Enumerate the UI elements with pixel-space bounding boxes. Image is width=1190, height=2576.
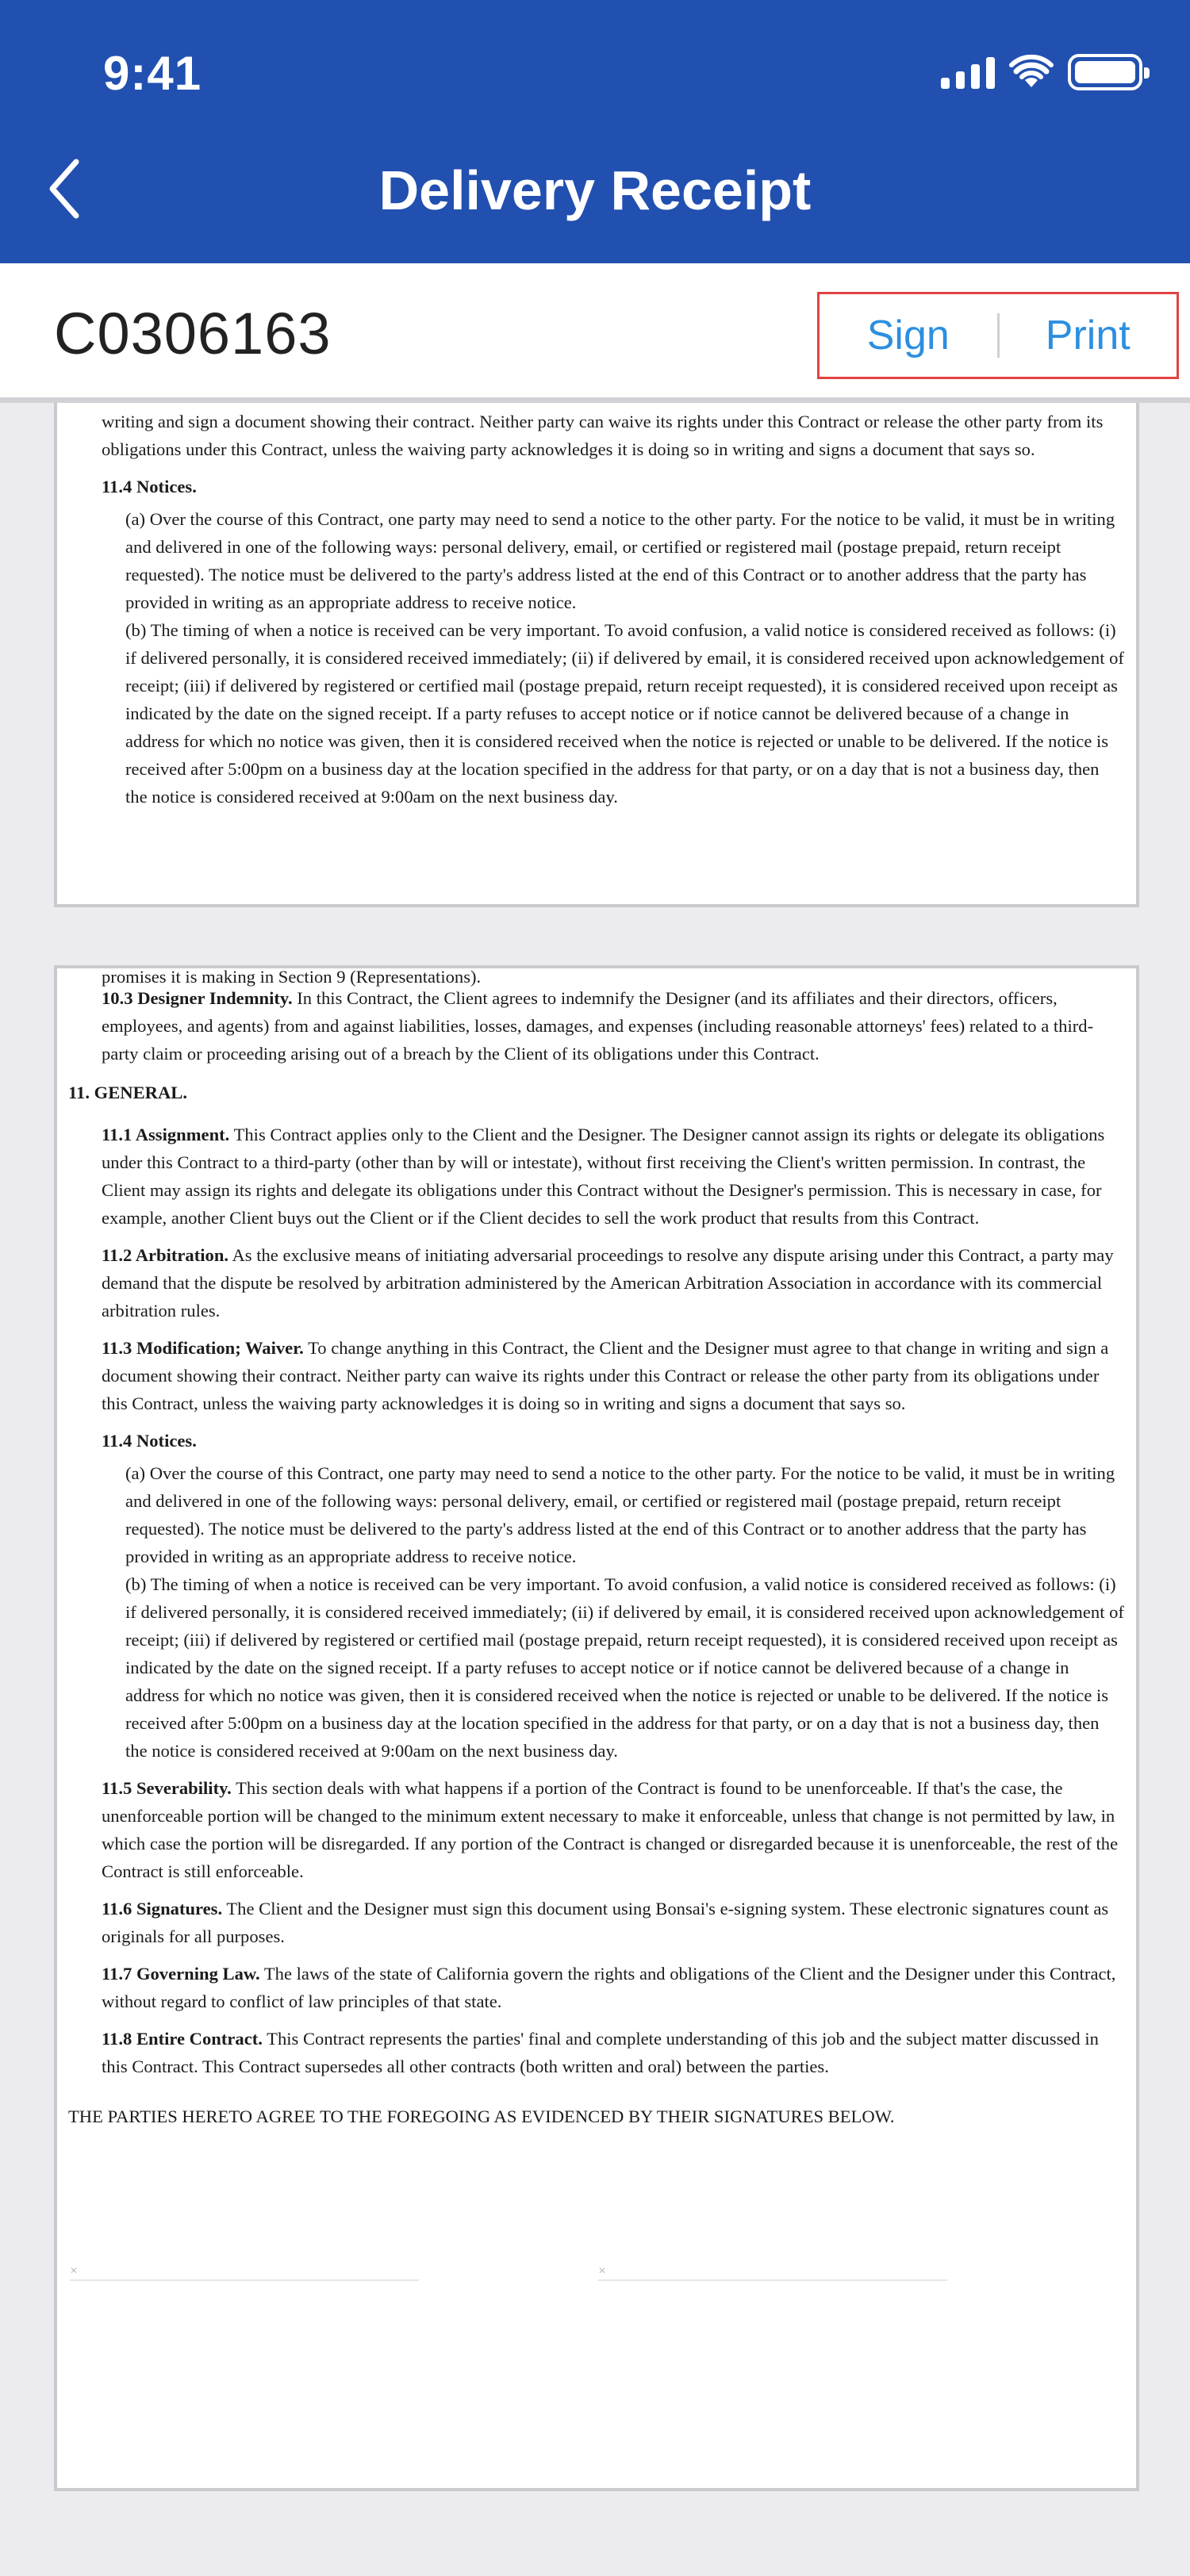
notices-heading-2: 11.4 Notices. (102, 1431, 197, 1451)
governing-law-text: The laws of the state of California govern the rights and obligations of the Client and the Designer under this Contract, without regard to conflict of law principles of that state. (102, 1964, 1116, 2011)
action-buttons-group (817, 292, 1179, 379)
notices-a-text-2: (a) Over the course of this Contract, one party may need to send a notice to the other party. For the notice to be valid, it must be in writing and delivered in one of the following ways: personal delivery, email, or certified or registered mail (postage prepaid, return receipt requested). The notice must be delivered to the party's address listed at the end of this Contract or to another address that the party has provided in writing as an appropriate address to receive notice. (125, 1463, 1115, 1566)
signature-mark-client: ✕ (70, 2265, 79, 2276)
notices-b-text-2: (b) The timing of when a notice is received can be very important. To avoid confusion, a valid notice is considered received as follows: (i) if delivered personally, it is considered received immediately; (ii) if delivered by email, it is considered received upon acknowledgement of receipt; (iii) if delivered by registered or certified mail (postage prepaid, return receipt requested), it is considered received upon receipt as indicated by the date on the signed receipt. If a party refuses to accept notice or if notice cannot be delivered because of a change in address for which no notice was given, then it is considered received when the notice is rejected or unable to be delivered. If the notice is received after 5:00pm on a business day at the location specified in the address for that party, or on a day that is not a business day, then the notice is considered received at 9:00am on the next business day. (125, 1574, 1124, 1761)
signature-line-designer[interactable] (598, 2279, 947, 2281)
arbitration-text: As the exclusive means of initiating adversarial proceedings to resolve any dispute arising under this Contract, a party may demand that the dispute be resolved by arbitration administered by the American Arbitration Association in accordance with its commercial arbitration rules. (102, 1245, 1114, 1321)
severability-text: This section deals with what happens if a portion of the Contract is found to be unenforceable. If that's the case, the unenforceable portion will be changed to the minimum extent necessary to make it enforceable, unless that change is not permitted by law, in which case the portion will be disregarded. If any portion of the Contract is changed or disregarded because it is unenforceable, the rest of the Contract is still enforceable. (102, 1778, 1119, 1881)
arbitration-title: 11.2 Arbitration. (102, 1245, 229, 1265)
designer-indemnity-title: 10.3 Designer Indemnity. (102, 988, 293, 1008)
designer-indemnity-text: In this Contract, the Client agrees to indemnify the Designer (and its affiliates and their directors, officers, employees, and agents) from and against liabilities, losses, damages, and expenses (including reasonable attorneys' fees) related to a third-party claim or proceeding arising out of a breach by the Client of its obligations under this Contract. (102, 988, 1094, 1064)
battery-icon (1068, 54, 1142, 90)
clipped-line (57, 967, 1136, 987)
signature-line-client[interactable] (70, 2279, 419, 2281)
action-bar (0, 263, 1190, 403)
entire-contract-paragraph (57, 2025, 1136, 2080)
entire-contract-text: This Contract represents the parties' final and complete understanding of this job and the subject matter discussed in this Contract. This Contract supersedes all other contracts (both written and oral) between the parties. (102, 2029, 1099, 2076)
notices-a-text: (a) Over the course of this Contract, one party may need to send a notice to the other party. For the notice to be valid, it must be in writing and delivered in one of the following ways: personal delivery, email, or certified or registered mail (postage prepaid, return receipt requested). The notice must be delivered to the party's address listed at the end of this Contract or to another address that the party has provided in writing as an appropriate address to receive notice. (125, 509, 1115, 612)
document-page-1[interactable] (54, 403, 1139, 907)
notices-b-text: (b) The timing of when a notice is received can be very important. To avoid confusion, a valid notice is considered received as follows: (i) if delivered personally, it is considered received immediately; (ii) if delivered by email, it is considered received upon acknowledgement of receipt; (iii) if delivered by registered or certified mail (postage prepaid, return receipt requested), it is considered received upon receipt as indicated by the date on the signed receipt. If a party refuses to accept notice or if notice cannot be delivered because of a change in address for which no notice was given, then it is considered received when the notice is rejected or unable to be delivered. If the notice is received after 5:00pm on a business day at the location specified in the address for that party, or on a day that is not a business day, then the notice is considered received at 9:00am on the next business day. (125, 620, 1124, 807)
sign-button[interactable]: Sign (866, 312, 950, 358)
status-icons (941, 52, 1142, 92)
modification-text: To change anything in this Contract, the Client and the Designer must agree to that change in writing and sign a document showing their contract. Neither party can waive its rights under this Contract or release the other party from its obligations under this Contract, unless the waiving party acknowledges it is doing so in writing and signs a document that says so. (102, 1338, 1109, 1413)
modification-paragraph (57, 1334, 1136, 1417)
app-header (0, 0, 1190, 263)
severability-title: 11.5 Severability. (102, 1778, 232, 1798)
parties-statement: THE PARTIES HERETO AGREE TO THE FOREGOING AS EVIDENCED BY THEIR SIGNATURES BELOW. (68, 2106, 895, 2126)
assignment-title: 11.1 Assignment. (102, 1125, 230, 1144)
general-heading: 11. GENERAL. (68, 1083, 188, 1102)
notices-heading: 11.4 Notices. (102, 477, 197, 496)
signatures-text: The Client and the Designer must sign this document using Bonsai's e-signing system. These electronic signatures count as originals for all purposes. (102, 1899, 1109, 1946)
document-id: C0306163 (54, 301, 332, 366)
severability-paragraph (57, 1774, 1136, 1885)
designer-indemnity-paragraph (57, 984, 1136, 1068)
cellular-signal-icon (941, 56, 995, 89)
assignment-text: This Contract applies only to the Client and the Designer. The Designer cannot assign its rights or delegate its obligations under this Contract to a third-party (other than by will or intestate), without first receiving the Client's written permission. In contrast, the Client may assign its rights and delegate its obligations under this Contract without the Designer's permission. This is necessary in case, for example, another Client buys out the Client or if the Client decides to sell the work product that results from this Contract. (102, 1125, 1105, 1228)
wifi-icon (1009, 56, 1054, 89)
signatures-paragraph (57, 1895, 1136, 1950)
governing-law-title: 11.7 Governing Law. (102, 1964, 260, 1984)
signature-mark-designer: ✕ (598, 2265, 607, 2276)
entire-contract-title: 11.8 Entire Contract. (102, 2029, 263, 2049)
page-title: Delivery Receipt (378, 159, 812, 221)
governing-law-paragraph (57, 1960, 1136, 2015)
signatures-title: 11.6 Signatures. (102, 1899, 223, 1919)
signature-area (57, 2130, 1136, 2336)
arbitration-paragraph (57, 1241, 1136, 1324)
print-button[interactable]: Print (1045, 312, 1130, 358)
status-time: 9:41 (103, 47, 202, 100)
document-page-2[interactable] (54, 965, 1139, 2491)
assignment-paragraph (57, 1121, 1136, 1232)
modification-title: 11.3 Modification; Waiver. (102, 1338, 304, 1358)
clipped-line-text: promises it is making in Section 9 (Representations). (102, 967, 482, 987)
modification-tail-text: writing and sign a document showing their contract. Neither party can waive its rights under this Contract or release the other party from its obligations under this Contract, unless the waiving party acknowledges it is doing so in writing and signs a document that says so. (102, 412, 1104, 459)
